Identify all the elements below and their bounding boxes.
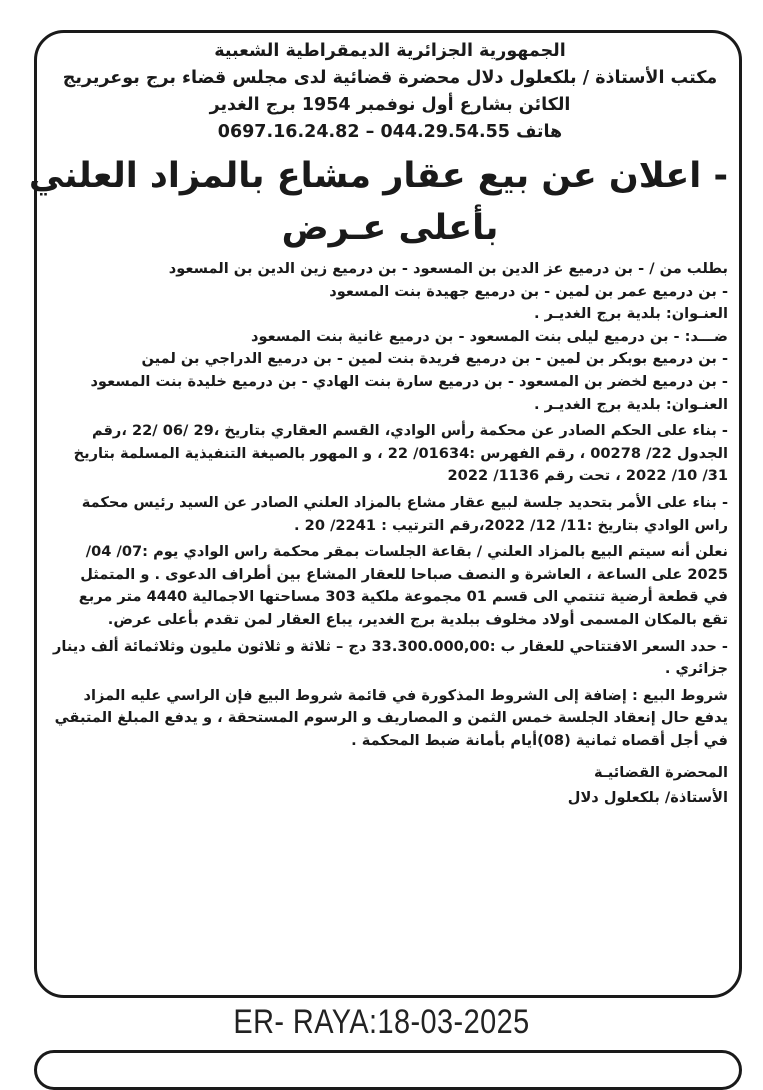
notice-body (52, 258, 728, 752)
sale-conditions: شروط البيع : إضافة إلى الشروط المذكورة في قائمة شروط البيع فإن الراسي عليه المزاد يدفع حال إنعقاد الجلسة خمس الثمن و المصاريف و الرسوم المستحقة ، و يدفع المبلغ المتبقي في أجل أقصاه ثمانية (08)أيام بأمانة ضبط المحكمة . (54, 686, 728, 749)
order-reference: - بناء على الأمر بتحديد جلسة لبيع عقار مشاع بالمزاد العلني الصادر عن السيد رئيس محكمة راس الوادي بتاريخ :11/ 12/ 2022،رقم الترتيب : 2241/ 20 . (81, 493, 728, 534)
signature-name: الأستاذة/ بلكعلول دلال (567, 789, 728, 807)
title-line-1: - اعلان عن بيع عقار مشاع بالمزاد العلني (28, 156, 728, 196)
requesting-parties: بطلب من / - بن درميع عز الدين بن المسعود - بن درميع زين الدين بن المسعود (168, 260, 728, 277)
legal-notice (28, 38, 728, 810)
opening-price: - حدد السعر الافتتاحي للعقار ب :33.300.000,00 دج – ثلاثة و ثلاثون مليون وثلاثمائة ألف دينار جزائري . (52, 637, 728, 678)
country-name: الجمهورية الجزائرية الديمقراطية الشعبية (214, 41, 566, 61)
judgment-reference: - بناء على الحكم الصادر عن محكمة رأس الوادي، القسم العقاري بتاريخ ،29 /06 /22 ،رقم الجدول 22/ 00278 ، رقم الفهرس :01634/ 22 ، و المهور بالصيغة التنفيذية المسلمة بتاريخ 31/ 10/ 2022 ، تحت رقم 1136/ 2022 (73, 422, 728, 485)
opposing-address: العنـوان: بلدية برج الغديـر . (534, 395, 728, 413)
requesting-address: العنـوان: بلدية برج الغديـر . (534, 305, 728, 323)
title-line-2: بأعلى عـرض (281, 208, 499, 248)
notice-header (52, 38, 728, 146)
notice-title (28, 150, 728, 254)
opposing-parties: ضـــد: - بن درميع ليلى بنت المسعود - بن درميع غانية بنت المسعود (251, 327, 728, 345)
signature-title: المحضرة القضائيـة (593, 764, 728, 782)
office-name: مكتب الأستاذة / بلكعلول دلال محضرة قضائية لدى مجلس قضاء برج بوعريريج (62, 68, 718, 88)
auction-announcement: نعلن أنه سيتم البيع بالمزاد العلني / بقاعة الجلسات بمقر محكمة راس الوادي يوم :07/ 04/ 2025 على الساعة ، العاشرة و النصف صباحا للعقار المشاع بين أطراف الدعوى . و المتمثل في قطعة أرضية تنتمي الى قسم 01 مجموعة ملكية 303 مساحتها الاجمالية 4440 متر مربع تقع بالمكان المسمى أولاد مخلوف ببلدية برج الغدير، يباع العقار لمن تقدم بأعلى عرض. (78, 543, 728, 628)
opposing-parties-cont-1: - بن درميع بوبكر بن لمين - بن درميع فريدة بنت لمين - بن درميع الدراجي بن لمين (141, 350, 728, 368)
office-phone: هاتف 044.29.54.55 – 0697.16.24.82 (217, 122, 563, 142)
opposing-parties-cont-2: - بن درميع لخضر بن المسعود - بن درميع سارة بنت الهادي - بن درميع خليدة بنت المسعود (90, 372, 728, 390)
signature-block (52, 760, 728, 810)
publication-code: ER- RAYA:18-03-2025 (233, 1003, 530, 1041)
next-notice-border (34, 1050, 742, 1090)
office-address: الكائن بشارع أول نوفمبر 1954 برج الغدير (209, 95, 571, 115)
requesting-parties-cont: - بن درميع عمر بن لمين - بن درميع جهيدة بنت المسعود (329, 282, 728, 300)
